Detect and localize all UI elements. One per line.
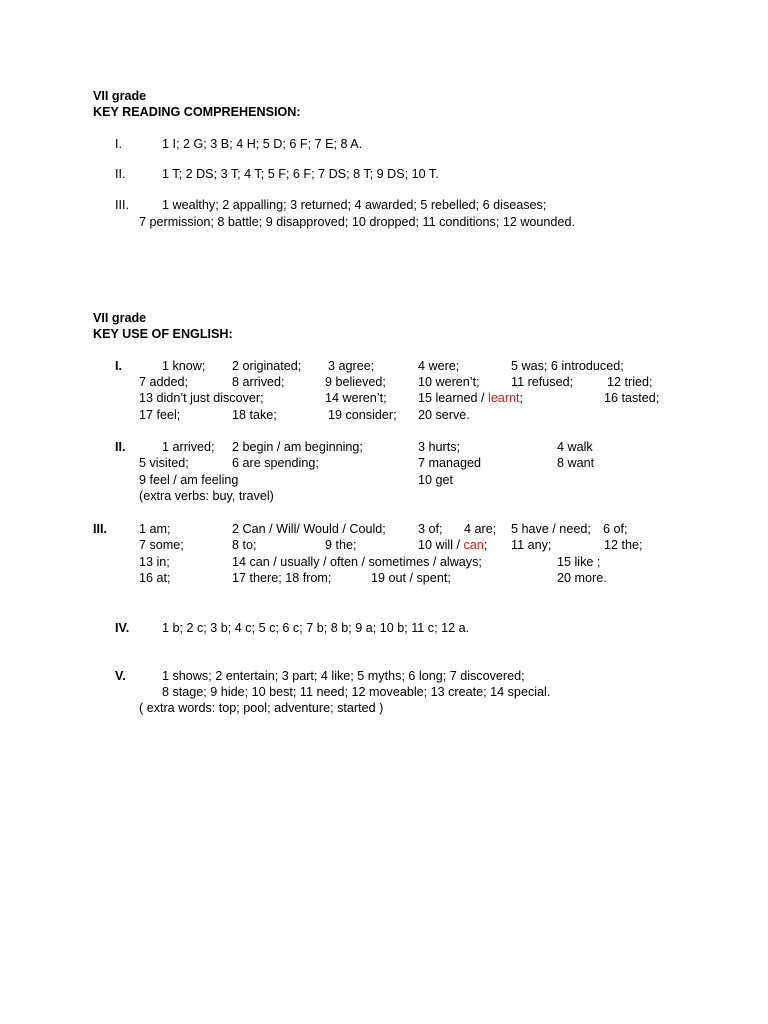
answer-cell: 7 managed [418, 456, 482, 470]
use-section-4-numeral: IV. [115, 621, 130, 635]
answer-cell: 18 take; [232, 408, 277, 422]
answer-cell: 3 of; [418, 522, 443, 536]
reading-grade: VII grade [93, 89, 147, 103]
answer-cell: 7 some; [139, 538, 184, 552]
reading-section-3-answers-line1: 1 wealthy; 2 appalling; 3 returned; 4 awarded; 5 rebelled; 6 diseases; [162, 198, 547, 212]
reading-section-3-numeral: III. [115, 198, 129, 212]
answer-cell: 17 feel; [139, 408, 181, 422]
answer-cell-with-correction [418, 537, 487, 553]
answer-text: 15 learned / [418, 391, 489, 405]
answer-cell: 8 want [557, 456, 595, 470]
reading-section-3-answers-line2: 7 permission; 8 battle; 9 disapproved; 10 dropped; 11 conditions; 12 wounded. [139, 215, 575, 229]
answer-cell: 3 hurts; [418, 440, 460, 454]
answer-cell: 16 at; [139, 571, 171, 585]
answer-text: 10 will / [418, 538, 464, 552]
answer-cell: 5 have / need; [511, 522, 591, 536]
use-section-5-answers-line2: 8 stage; 9 hide; 10 best; 11 need; 12 moveable; 13 create; 14 special. [162, 685, 551, 699]
answer-cell: 3 agree; [328, 359, 375, 373]
answer-cell: 10 weren’t; [418, 375, 480, 389]
answer-cell: 12 tried; [607, 375, 653, 389]
use-section-4-answers: 1 b; 2 c; 3 b; 4 c; 5 c; 6 c; 7 b; 8 b; 9 a; 10 b; 11 c; 12 a. [162, 621, 470, 635]
answer-cell: 11 refused; [511, 375, 574, 389]
answer-cell: 4 were; [418, 359, 460, 373]
answer-punctuation: ; [519, 391, 524, 405]
use-section-1-numeral: I. [115, 359, 122, 373]
answer-cell: 14 weren’t; [325, 391, 387, 405]
answer-cell: 9 believed; [325, 375, 386, 389]
answer-cell: 19 consider; [328, 408, 397, 422]
reading-section-1-answers: 1 I; 2 G; 3 B; 4 H; 5 D; 6 F; 7 E; 8 A. [162, 137, 363, 151]
answer-cell: 11 any; [511, 538, 552, 552]
use-section-3-numeral: III. [93, 522, 107, 536]
use-section-2-numeral: II. [115, 440, 126, 454]
reading-title: KEY READING COMPREHENSION: [93, 105, 301, 119]
correction-highlight: can [463, 538, 484, 552]
answer-cell: 5 was; 6 introduced; [511, 359, 624, 373]
correction-highlight: learnt [488, 391, 520, 405]
answer-cell: 14 can / usually / often / sometimes / always; [232, 555, 482, 569]
answer-cell: 8 arrived; [232, 375, 285, 389]
answer-cell: 15 like ; [557, 555, 601, 569]
answer-cell: 5 visited; [139, 456, 189, 470]
use-section-2-extra-verbs: (extra verbs: buy, travel) [139, 489, 274, 503]
answer-cell: 2 originated; [232, 359, 302, 373]
answer-cell: 17 there; 18 from; [232, 571, 332, 585]
answer-cell: 9 feel / am feeling [139, 473, 239, 487]
answer-cell: 20 more. [557, 571, 607, 585]
reading-section-2-numeral: II. [115, 167, 126, 181]
use-section-5-answers-line1: 1 shows; 2 entertain; 3 part; 4 like; 5 myths; 6 long; 7 discovered; [162, 669, 525, 683]
answer-cell: 16 tasted; [604, 391, 660, 405]
answer-cell: 13 in; [139, 555, 170, 569]
answer-cell: 6 are spending; [232, 456, 319, 470]
answer-cell: 13 didn’t just discover; [139, 391, 264, 405]
answer-cell: 6 of; [603, 522, 628, 536]
answer-cell: 7 added; [139, 375, 189, 389]
answer-cell: 1 arrived; [162, 440, 215, 454]
answer-cell: 1 know; [162, 359, 206, 373]
answer-punctuation: ; [483, 538, 488, 552]
answer-cell: 4 walk [557, 440, 593, 454]
answer-cell: 20 serve. [418, 408, 470, 422]
answer-cell: 1 am; [139, 522, 171, 536]
reading-section-2-answers: 1 T; 2 DS; 3 T; 4 T; 5 F; 6 F; 7 DS; 8 T; 9 DS; 10 T. [162, 167, 439, 181]
answer-cell: 19 out / spent; [371, 571, 451, 585]
answer-cell: 12 the; [604, 538, 643, 552]
use-section-5-numeral: V. [115, 669, 126, 683]
answer-cell: 4 are; [464, 522, 497, 536]
answer-cell: 9 the; [325, 538, 357, 552]
answer-cell: 10 get [418, 473, 454, 487]
use-grade: VII grade [93, 311, 147, 325]
use-section-5-extra-words: ( extra words: top; pool; adventure; started ) [139, 701, 384, 715]
answer-cell: 2 Can / Will/ Would / Could; [232, 522, 386, 536]
answer-cell-with-correction [418, 390, 523, 406]
use-title: KEY USE OF ENGLISH: [93, 327, 233, 341]
answer-cell: 2 begin / am beginning; [232, 440, 363, 454]
reading-section-1-numeral: I. [115, 137, 122, 151]
answer-cell: 8 to; [232, 538, 257, 552]
